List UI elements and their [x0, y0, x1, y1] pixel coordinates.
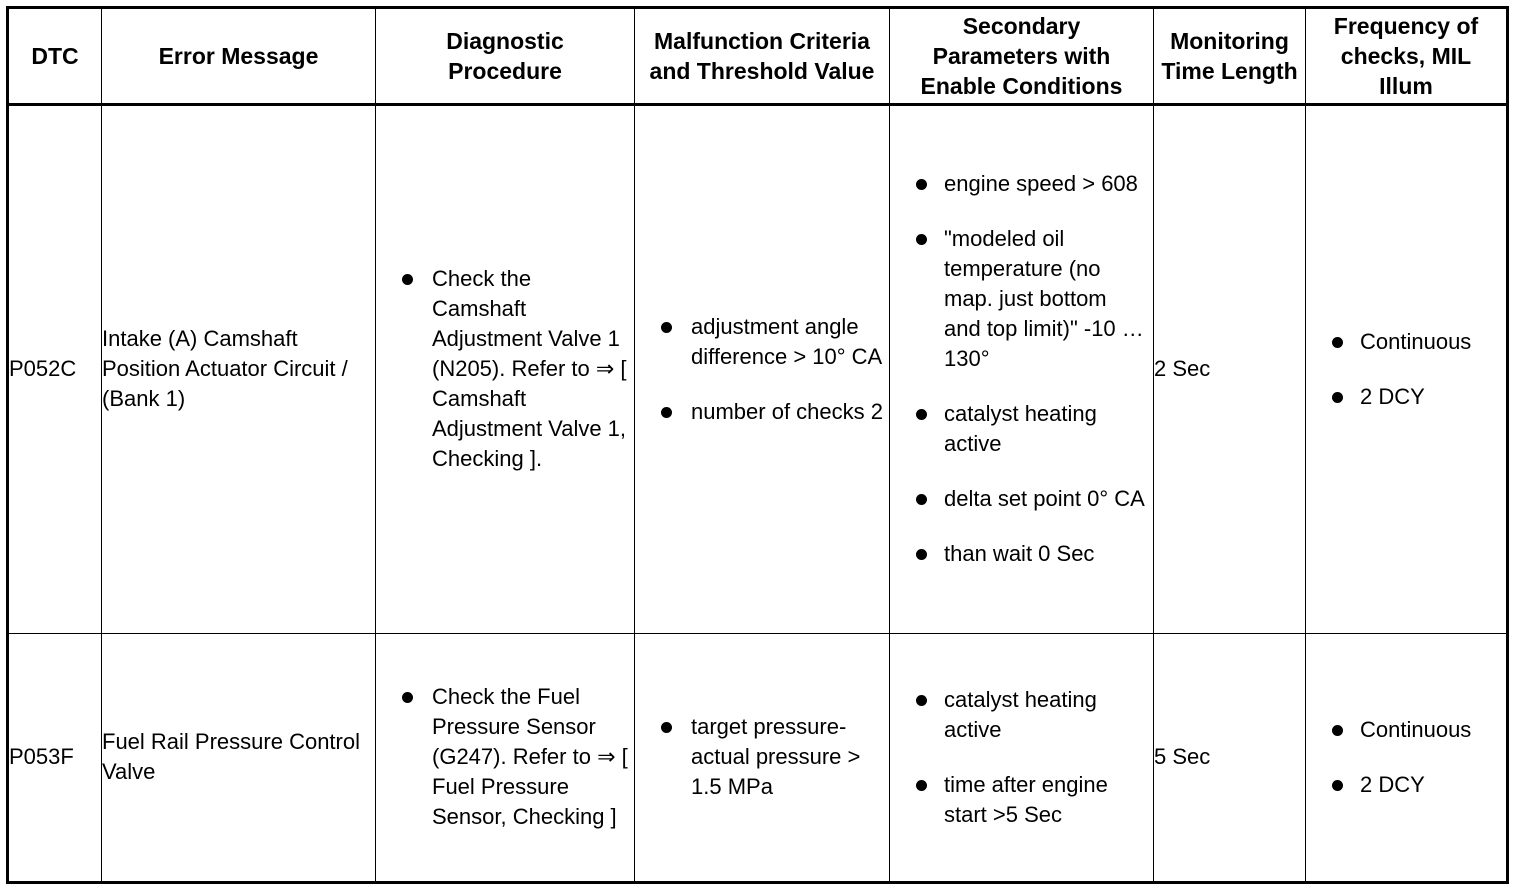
list-item: engine speed > 608: [890, 169, 1153, 199]
dtc-table: [6, 6, 1509, 884]
list-item: Check the Camshaft Adjustment Valve 1 (N205). Refer to ⇒ [ Camshaft Adjustment Valve 1, Checking ].: [376, 264, 634, 474]
frequency: [1306, 105, 1508, 634]
header-frequency: Frequency of checks, MIL Illum: [1306, 8, 1508, 105]
list-item: 2 DCY: [1306, 770, 1506, 800]
list-item: than wait 0 Sec: [890, 539, 1153, 569]
error-message: Fuel Rail Pressure Control Valve: [102, 633, 376, 882]
monitoring-time: 2 Sec: [1154, 105, 1306, 634]
secondary-parameters: [890, 105, 1154, 634]
error-message: Intake (A) Camshaft Position Actuator Circuit / (Bank 1): [102, 105, 376, 634]
table-header-row: [8, 8, 1508, 105]
secondary-parameters: [890, 633, 1154, 882]
list-item: Continuous: [1306, 327, 1506, 357]
table-row: [8, 105, 1508, 634]
table-row: [8, 633, 1508, 882]
monitoring-time: 5 Sec: [1154, 633, 1306, 882]
header-diagnostic-procedure: Diagnostic Procedure: [376, 8, 635, 105]
diagnostic-procedure: [376, 633, 635, 882]
list-item: catalyst heating active: [890, 685, 1153, 745]
list-item: target pressure-actual pressure > 1.5 MPa: [635, 712, 889, 802]
header-error-message: Error Message: [102, 8, 376, 105]
malfunction-criteria: [635, 105, 890, 634]
header-dtc: DTC: [8, 8, 102, 105]
list-item: 2 DCY: [1306, 382, 1506, 412]
malfunction-criteria: [635, 633, 890, 882]
list-item: Continuous: [1306, 715, 1506, 745]
header-malfunction-criteria: Malfunction Criteria and Threshold Value: [635, 8, 890, 105]
dtc-code: P052C: [8, 105, 102, 634]
list-item: number of checks 2: [635, 397, 889, 427]
header-monitoring-time: Monitoring Time Length: [1154, 8, 1306, 105]
list-item: Check the Fuel Pressure Sensor (G247). Refer to ⇒ [ Fuel Pressure Sensor, Checking ]: [376, 682, 634, 832]
list-item: time after engine start >5 Sec: [890, 770, 1153, 830]
list-item: adjustment angle difference > 10° CA: [635, 312, 889, 372]
diagnostic-procedure: [376, 105, 635, 634]
list-item: catalyst heating active: [890, 399, 1153, 459]
header-secondary-parameters: Secondary Parameters with Enable Conditions: [890, 8, 1154, 105]
dtc-code: P053F: [8, 633, 102, 882]
list-item: "modeled oil temperature (no map. just bottom and top limit)" -10 … 130°: [890, 224, 1153, 374]
frequency: [1306, 633, 1508, 882]
list-item: delta set point 0° CA: [890, 484, 1153, 514]
